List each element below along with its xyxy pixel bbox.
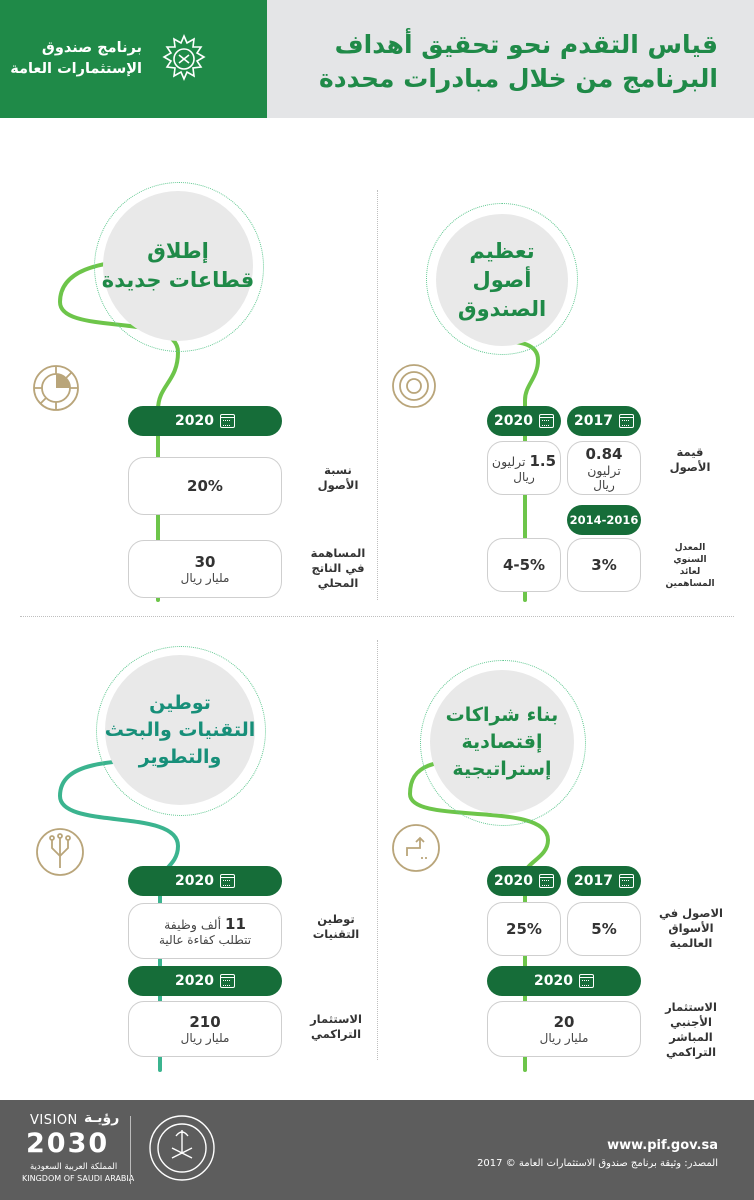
invest-label — [296, 1012, 376, 1042]
localization-circle — [105, 655, 255, 805]
share-label — [298, 463, 378, 493]
value: 20 — [553, 1013, 575, 1031]
partnerships-circle — [430, 670, 574, 814]
global-2017-box — [567, 902, 641, 956]
global-label-line2: الأسواق — [668, 921, 714, 935]
calendar-icon — [619, 414, 634, 428]
year-pill-2020-fdi — [487, 966, 641, 996]
calendar-icon — [220, 874, 235, 888]
tsr-label-line3: لعائد — [679, 567, 701, 577]
footer-url[interactable]: www.pif.gov.sa — [607, 1138, 718, 1153]
value: 25% — [506, 920, 542, 938]
calendar-icon — [619, 874, 634, 888]
fdi-label-line3: المباشر — [669, 1030, 713, 1044]
tech-label-line2: التقنيات — [312, 927, 360, 941]
unit: مليار ريال — [180, 1031, 230, 1045]
tsr-label-line2: السنوي — [673, 555, 707, 565]
sectors-title-line2: قطاعات جديدة — [101, 268, 255, 292]
year-label: 2020 — [175, 873, 214, 889]
tech-box — [128, 903, 282, 959]
kingdom-ar: المملكة العربية السعودية — [30, 1162, 118, 1172]
logo-text-line1: برنامج صندوق — [41, 40, 142, 56]
gdp-label-line2: في الناتج — [311, 561, 365, 575]
tsr-label — [662, 542, 718, 590]
year-label: 2020 — [494, 873, 533, 889]
assets-title-line1: تعظيم — [469, 238, 535, 263]
share-box — [128, 457, 282, 515]
assets-2020-box — [487, 441, 561, 495]
logo-text-line2: الإستثمارات العامة — [10, 61, 142, 77]
invest-label-line1: الاستثمار — [310, 1012, 362, 1026]
partnerships-title-line2: إقتصادية — [461, 730, 543, 753]
calendar-icon — [539, 414, 554, 428]
pif-seal-icon — [148, 1114, 216, 1182]
value: 210 — [189, 1013, 221, 1031]
assets-title-line2: أصول — [472, 267, 532, 292]
vision-year: 2030 — [26, 1128, 110, 1159]
year-label: 2017 — [574, 413, 613, 429]
unit: ألف وظيفة — [164, 917, 222, 932]
assets-title-line3: الصندوق — [457, 296, 547, 321]
footer-divider — [130, 1116, 131, 1184]
currency: ريال — [513, 470, 535, 484]
year-pill-2017 — [567, 406, 641, 436]
global-label-line3: العالمية — [669, 936, 713, 950]
year-pill-2020-tech — [128, 866, 282, 896]
footer-source: المصدر: وثيقة برنامج صندوق الاستثمارات العامة © 2017 — [477, 1158, 718, 1169]
share-label-line1: نسبة — [324, 463, 352, 477]
sub-text: تتطلب كفاءة عالية — [158, 933, 252, 947]
calendar-icon — [539, 874, 554, 888]
year-label: 2020 — [175, 413, 214, 429]
currency: ريال — [593, 477, 615, 492]
value: 30 — [194, 553, 216, 571]
year-label: 2020 — [534, 973, 573, 989]
partnerships-title-line1: بناء شراكات — [445, 703, 559, 726]
year-pill-2020 — [487, 406, 561, 436]
year-pill-2020 — [128, 406, 282, 436]
value: 11 — [225, 915, 246, 933]
unit: ترليون — [491, 454, 526, 469]
year-label: 2017 — [574, 873, 613, 889]
vision-en: VISION — [30, 1113, 78, 1128]
assets-label: قيمة الأصول — [669, 445, 711, 474]
value: 4-5% — [502, 556, 546, 574]
year-pill-2020-invest — [128, 966, 282, 996]
localization-title-line2: التقنيات والبحث — [104, 718, 256, 741]
assets-2017-box — [567, 441, 641, 495]
localization-title-line1: توطين — [149, 691, 211, 714]
partnerships-title-line3: إستراتيجية — [452, 757, 552, 780]
tech-label — [296, 912, 376, 942]
invest-label-line2: التراكمي — [310, 1027, 362, 1041]
fdi-label-line2: الأجنبي — [670, 1015, 712, 1029]
tsr-label-line1: المعدل — [674, 543, 706, 553]
target-icon — [390, 362, 438, 410]
global-label-line1: الاصول في — [659, 906, 723, 920]
value: 1.5 — [529, 452, 557, 470]
value: 0.84 — [585, 444, 623, 463]
calendar-icon — [220, 414, 235, 428]
year-pill-2020 — [487, 866, 561, 896]
calendar-icon — [220, 974, 235, 988]
kingdom-en: KINGDOM OF SAUDI ARABIA — [22, 1174, 135, 1183]
sectors-circle — [103, 191, 253, 341]
year-label: 2020 — [175, 973, 214, 989]
pie-chart-icon — [30, 362, 82, 414]
global-label — [656, 906, 726, 951]
value: 5% — [591, 920, 617, 938]
share-label-line2: الأصول — [317, 478, 359, 492]
fdi-label-line4: التراكمي — [665, 1045, 717, 1059]
value: 20% — [187, 477, 223, 495]
path-arrow-icon — [390, 822, 442, 874]
assets-circle — [436, 214, 568, 346]
gdp-box — [128, 540, 282, 598]
global-2020-box — [487, 902, 561, 956]
gdp-label — [298, 546, 378, 591]
sectors-title-line1: إطلاق — [147, 239, 209, 263]
unit: مليار ريال — [539, 1031, 589, 1045]
fdi-label — [656, 1000, 726, 1060]
vision-ar: رؤيـة — [84, 1110, 120, 1126]
localization-title-line3: والتطوير — [138, 745, 222, 768]
calendar-icon — [579, 974, 594, 988]
page-title-line2: البرنامج من خلال مبادرات محددة — [319, 64, 718, 93]
unit: مليار ريال — [180, 571, 230, 585]
tech-label-line1: توطين — [317, 912, 355, 926]
tsr-box-a — [567, 538, 641, 592]
unit: ترليون — [587, 462, 621, 478]
year-pill-2017 — [567, 866, 641, 896]
year-label: 2020 — [494, 413, 533, 429]
fdi-box — [487, 1001, 641, 1057]
gdp-label-line1: المساهمة — [310, 546, 366, 560]
period-pill: 2014-2016 — [567, 505, 641, 535]
invest-box — [128, 1001, 282, 1057]
fdi-label-line1: الاستثمار — [665, 1000, 717, 1014]
circuit-icon — [34, 826, 86, 878]
value: 3% — [591, 556, 617, 574]
tsr-label-line4: المساهمين — [665, 579, 715, 589]
gdp-label-line3: المحلي — [317, 576, 359, 590]
page-title-line1: قياس التقدم نحو تحقيق أهداف — [334, 30, 718, 59]
tsr-box-b — [487, 538, 561, 592]
